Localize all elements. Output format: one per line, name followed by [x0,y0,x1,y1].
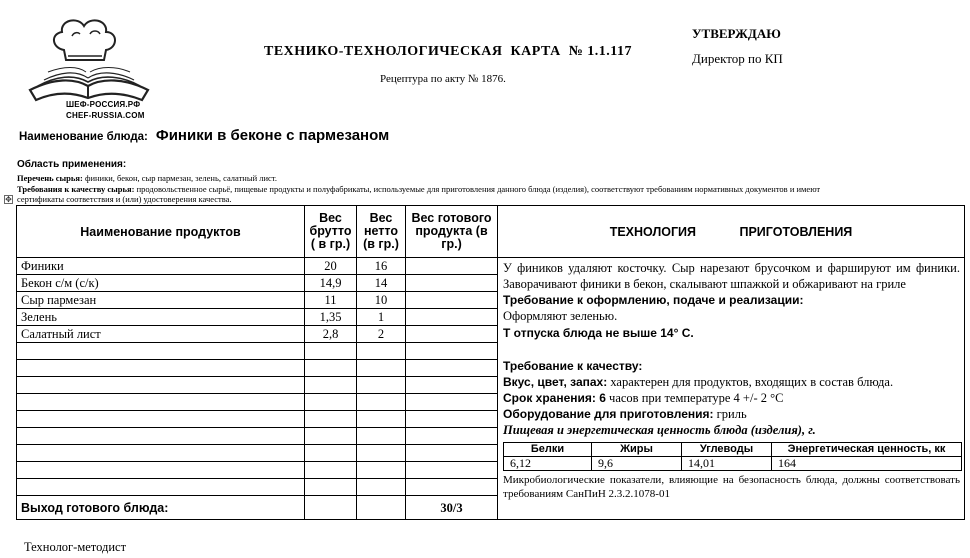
yield-value: 30/3 [406,496,498,520]
logo-text-ru: ШЕФ-РОССИЯ.РФ [66,100,141,109]
nutrition-header-carbs: Углеводы [682,443,772,457]
nutrition-values-row [504,457,962,471]
net-weight: 2 [357,326,406,343]
approval-heading: УТВЕРЖДАЮ [692,26,781,41]
raw-quality-label: Требования к качеству сырья: [17,184,135,194]
storage-label: Срок хранения: [503,391,596,405]
nutrition-header-fat: Жиры [592,443,682,457]
design-requirement-text: Оформляют зеленью. [503,309,618,323]
storage-hours: 6 [595,391,606,405]
finished-weight [406,292,498,309]
net-weight: 16 [357,258,406,275]
raw-materials-line [17,173,277,183]
technology-cell [498,258,965,520]
equipment-text: гриль [713,407,747,421]
dish-label: Наименование блюда: [19,131,148,143]
header-product-name: Наименование продуктов [17,206,305,258]
equipment-label: Оборудование для приготовления: [503,407,714,421]
product-name: Бекон с/м (с/к) [17,275,305,292]
quality-requirement-label: Требование к качеству: [503,359,643,373]
product-name: Сыр пармезан [17,292,305,309]
taste-label: Вкус, цвет, запах: [503,375,608,389]
preparation-text: У фиников удаляют косточку. Сыр нарезают брусочком и фаршируют им финики. Заворачивают финики в бекон, скалывают шпажкой и обжаривают на гриле [503,261,960,291]
storage-text: часов при температуре 4 +/- 2 °С [605,391,784,405]
raw-materials-label: Перечень сырья: [17,173,83,183]
nutrition-protein: 6,12 [504,457,592,471]
header-gross-weight: Вес брутто ( в гр.) [305,206,357,258]
serving-temperature: Т отпуска блюда не выше 14° С. [503,326,694,340]
logo [24,12,154,124]
equipment-line [503,406,960,422]
application-area-label: Область применения: [17,159,127,170]
product-name: Зелень [17,309,305,326]
dish-name-row [19,127,389,145]
nutrition-header-row [504,443,962,457]
technologist-signature-label: Технолог-методист [24,540,127,554]
finished-weight [406,309,498,326]
product-name: Финики [17,258,305,275]
logo-text-en: CHEF-RUSSIA.COM [66,111,145,120]
design-requirement-label: Требование к оформлению, подаче и реализации: [503,293,804,307]
nutrition-label: Пищевая и энергетическая ценность блюда (изделия), г. [503,423,816,437]
raw-materials-text: финики, бекон, сыр пармезан, зелень, салатный лист. [82,173,278,183]
gross-weight: 11 [305,292,357,309]
finished-weight [406,275,498,292]
nutrition-carbs: 14,01 [682,457,772,471]
approver-position: Директор по КП [692,51,783,66]
net-weight: 10 [357,292,406,309]
gross-weight: 20 [305,258,357,275]
gross-weight: 2,8 [305,326,357,343]
table-header-row [17,206,965,258]
nutrition-header-energy: Энергетическая ценность, кк [772,443,962,457]
recipe-reference: Рецептура по акту № 1876. [380,73,506,85]
finished-weight [406,326,498,343]
nutrition-fat: 9,6 [592,457,682,471]
product-name: Салатный лист [17,326,305,343]
dish-name: Финики в беконе с пармезаном [155,127,390,144]
tech-card-table [16,205,965,520]
nutrition-header-protein: Белки [504,443,592,457]
microbiology-text: Микробиологические показатели, влияющие на безопасность блюда, должны соответствовать требованиям СанПиН 2.3.2.1078-01 [503,474,960,500]
raw-quality-line [17,184,820,194]
header-net-weight: Вес нетто (в гр.) [357,206,406,258]
chef-book-logo-icon [24,12,154,108]
storage-line [503,390,960,406]
net-weight: 14 [357,275,406,292]
document-title: ТЕХНИКО-ТЕХНОЛОГИЧЕСКАЯ КАРТА № 1.1.117 [264,44,633,59]
gross-weight: 14,9 [305,275,357,292]
header-finished-weight: Вес готового продукта (в гр.) [406,206,498,258]
raw-quality-text: продовольственное сырьё, пищевые продукты и полуфабрикаты, используемые для приготовления данного блюда (изделия), соответствуют требованиям нормативных документов и имеют [134,184,821,194]
taste-line [503,374,960,390]
finished-weight [406,258,498,275]
table-move-handle-icon[interactable]: ✥ [5,195,12,204]
taste-text: характерен для продуктов, входящих в состав блюда. [607,375,894,389]
yield-label: Выход готового блюда: [17,496,305,520]
gross-weight: 1,35 [305,309,357,326]
header-technology: ТЕХНОЛОГИЯ ПРИГОТОВЛЕНИЯ [498,206,965,258]
nutrition-table [503,442,962,471]
net-weight: 1 [357,309,406,326]
nutrition-energy: 164 [772,457,962,471]
raw-quality-line-2: сертификаты соответствия и (или) удостоверения качества. [17,194,232,204]
table-row [17,258,965,275]
